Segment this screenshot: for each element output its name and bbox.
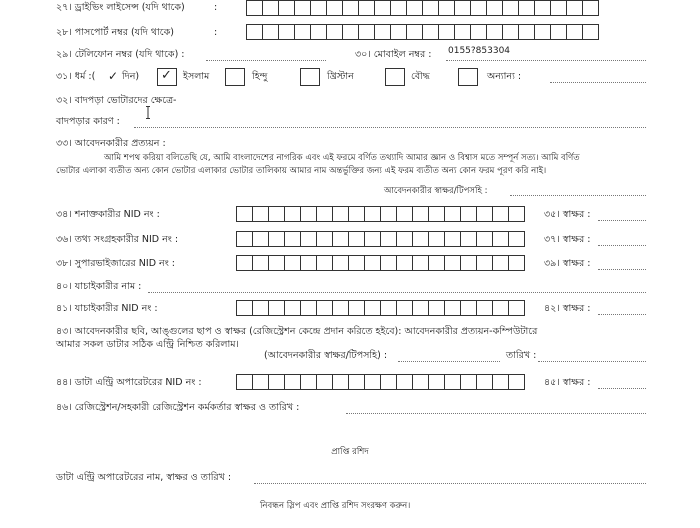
- religion-hindu-checkbox[interactable]: [225, 68, 245, 86]
- verifier-nid-boxes[interactable]: [236, 300, 524, 316]
- religion-christian-checkbox[interactable]: [300, 68, 320, 86]
- verifier-nid-label: ৪১। যাচাইকারীর NID নং :: [56, 303, 158, 314]
- verifier-name-field[interactable]: [148, 292, 646, 293]
- identifier-signature-label: ৩৫। স্বাক্ষর :: [544, 209, 591, 220]
- applicant-sign-thumb-field[interactable]: [398, 361, 500, 362]
- check-mark-icon: ✓: [108, 69, 119, 83]
- registration-officer-label: ৪৬। রেজিস্ট্রেশন/সহকারী রেজিস্ট্রেশন কর্মকর্তার স্বাক্ষর ও তারিখ :: [56, 402, 300, 413]
- religion-other-field[interactable]: [550, 82, 646, 83]
- religion-label: ৩১। ধর্ম :(: [56, 71, 96, 82]
- checked-icon: ✓: [161, 68, 172, 83]
- applicant-declaration-label: ৩৩। আবেদনকারীর প্রত্যয়ন :: [56, 138, 166, 149]
- identifier-nid-label: ৩৪। শনাক্তকারীর NID নং :: [56, 209, 160, 220]
- date-field[interactable]: [538, 361, 646, 362]
- telephone-label: ২৯। টেলিফোন নম্বর (যদি থাকে) :: [56, 49, 185, 60]
- collector-signature-label: ৩৭। স্বাক্ষর :: [544, 234, 591, 245]
- excluded-voter-label: ৩২। বাদপড়া ভোটারদের ক্ষেত্রে-: [56, 95, 177, 106]
- operator-nid-label: ৪৪। ডাটা এন্ট্রি অপারেটরের NID নং :: [56, 377, 202, 388]
- text-cursor-icon: [145, 106, 151, 119]
- supervisor-signature-label: ৩৯। স্বাক্ষর :: [544, 258, 591, 269]
- religion-buddhist-checkbox[interactable]: [385, 68, 405, 86]
- applicant-signature-label: আবেদনকারীর স্বাক্ষর/টিপসহি :: [384, 186, 488, 196]
- declaration-line-2: ভোটার এলাকা ব্যতীত অন্য কোন ভোটার এলাকার ভোটার তালিকায় আমার নাম অন্তর্ভুক্তির জন্য এই ফরম ব্যতীত অন্য কোন ফরম পূরণ করি নাই।: [56, 166, 547, 176]
- supervisor-signature-field[interactable]: [598, 269, 646, 270]
- passport-label: ২৮। পাসপোর্ট নম্বর (যদি থাকে): [56, 27, 174, 38]
- operator-signature-label: ৪৫। স্বাক্ষর :: [544, 377, 591, 388]
- mobile-label: ৩০। মোবাইল নম্বর :: [355, 49, 432, 60]
- declaration-line-1: আমি শপথ করিয়া বলিতেছি যে, আমি বাংলাদেশের নাগরিক এবং এই ফরমে বর্ণিত তথ্যাদি আমার জ্ঞান ও বিশ্বাস মতে সম্পূর্ন সত্য। আমি বর্ণিত: [104, 153, 580, 163]
- identifier-signature-field[interactable]: [598, 220, 646, 221]
- driving-license-boxes[interactable]: [246, 0, 598, 16]
- applicant-signature-field[interactable]: [510, 195, 646, 196]
- religion-other-label: অন্যান্য :: [487, 71, 522, 82]
- form-page: ২৭। ড্রাইভিং লাইসেন্স (যদি থাকে) : ২৮। পাসপোর্ট নম্বর (যদি থাকে) : ২৯। টেলিফোন নম্বর (যদি থাকে) : ৩০। মোবাইল নম্বর : 0155?853304 ৩১। ধর্ম :( ✓ দিন) ✓ ইসলাম হিন্দু খ্রিস্টান বৌদ্ধ অন্যান্য : ৩২। বাদপড়া ভোটারদের ক্ষেত্রে- বাদপড়ার কারণ : ৩৩। আবেদনকারীর প্রত্যয়ন : আমি শপথ করিয়া বলিতেছি যে, আমি বাংলাদেশের নাগরিক এবং এই ফরমে বর্ণিত তথ্যাদি আমার জ্ঞান ও বিশ্বাস মতে সম্পূর্ন সত্য। আমি বর্ণিত ভোটার এলাকা ব্যতীত অন্য কোন ভোটার এলাকার ভোটার তালিকায় আমার নাম অন্তর্ভুক্তির জন্য এই ফরম ব্যতীত অন্য কোন ফরম পূরণ করি নাই। আবেদনকারীর স্বাক্ষর/টিপসহি : ৩৪। শনাক্তকারীর NID নং : ৩৫। স্বাক্ষর : ৩৬। তথ্য সংগ্রহকারীর NID নং : ৩৭। স্বাক্ষর : ৩৮। সুপারভাইজারের NID নং : ৩৯। স্বাক্ষর : ৪০। যাচাইকারীর নাম : ৪১। যাচাইকারীর NID নং : ৪২। স্বাক্ষর : ৪৩। আবেদনকারীর ছবি, আঙ্গুলের ছাপ ও স্বাক্ষর (রেজিস্ট্রেশন কেন্দ্রে প্রদান করিতে হইবে): আবেদনকারীর প্রত্যয়ন-কম্পিউটারে আমার সকল ডাটার সঠিক এন্ট্রি নিশ্চিত করিলাম। (আবেদনকারীর স্বাক্ষর/টিপসহি) : তারিখ : ৪৪। ডাটা এন্ট্রি অপারেটরের NID নং : ৪৫। স্বাক্ষর : ৪৬। রেজিস্ট্রেশন/সহকারী রেজিস্ট্রেশন কর্মকর্তার স্বাক্ষর ও তারিখ : প্রাপ্তি রশিদ ডাটা এন্ট্রি অপারেটরের নাম, স্বাক্ষর ও তারিখ : নিবন্ধন স্লিপ এবং প্রাপ্তি রশিদ সংরক্ষণ করুন।: [0, 0, 700, 528]
- religion-buddhist-label: বৌদ্ধ: [411, 71, 430, 82]
- verifier-signature-label: ৪২। স্বাক্ষর :: [544, 303, 591, 314]
- applicant-sign-thumb-label: (আবেদনকারীর স্বাক্ষর/টিপসহি) :: [264, 350, 388, 361]
- collector-signature-field[interactable]: [598, 245, 646, 246]
- exclusion-reason-field[interactable]: [134, 127, 646, 128]
- religion-other-checkbox[interactable]: [458, 68, 478, 86]
- registration-officer-field[interactable]: [346, 413, 646, 414]
- mobile-value: 0155?853304: [448, 46, 511, 56]
- religion-hindu-label: হিন্দু: [252, 71, 268, 82]
- operator-name-label: ডাটা এন্ট্রি অপারেটরের নাম, স্বাক্ষর ও তারিখ :: [56, 472, 232, 483]
- collector-nid-label: ৩৬। তথ্য সংগ্রহকারীর NID নং :: [56, 234, 179, 245]
- data-entry-confirmation: আমার সকল ডাটার সঠিক এন্ট্রি নিশ্চিত করিলাম।: [56, 339, 239, 350]
- telephone-field[interactable]: [206, 60, 326, 61]
- receipt-footer: নিবন্ধন স্লিপ এবং প্রাপ্তি রশিদ সংরক্ষণ করুন।: [260, 501, 411, 511]
- exclusion-reason-label: বাদপড়ার কারণ :: [56, 116, 120, 127]
- operator-nid-boxes[interactable]: [236, 374, 524, 390]
- supervisor-nid-label: ৩৮। সুপারভাইজারের NID নং :: [56, 258, 176, 269]
- verifier-signature-field[interactable]: [598, 314, 646, 315]
- date-label: তারিখ :: [506, 350, 537, 361]
- receipt-title: প্রাপ্তি রশিদ: [331, 447, 369, 457]
- supervisor-nid-boxes[interactable]: [236, 255, 524, 271]
- operator-signature-field[interactable]: [598, 388, 646, 389]
- driving-license-label: ২৭। ড্রাইভিং লাইসেন্স (যদি থাকে): [56, 2, 185, 13]
- operator-name-field[interactable]: [254, 483, 646, 484]
- collector-nid-boxes[interactable]: [236, 231, 524, 247]
- mobile-field[interactable]: [446, 60, 646, 61]
- religion-islam-label: ইসলাম: [183, 71, 210, 82]
- religion-hint: দিন): [122, 71, 140, 82]
- religion-christian-label: খ্রিস্টান: [327, 71, 354, 82]
- identifier-nid-boxes[interactable]: [236, 206, 524, 222]
- applicant-photo-label: ৪৩। আবেদনকারীর ছবি, আঙ্গুলের ছাপ ও স্বাক্ষর (রেজিস্ট্রেশন কেন্দ্রে প্রদান করিতে হইবে): আবেদনকারীর প্রত্যয়ন-কম্পিউটারে: [56, 326, 538, 337]
- verifier-name-label: ৪০। যাচাইকারীর নাম :: [56, 281, 142, 292]
- passport-boxes[interactable]: [246, 24, 598, 40]
